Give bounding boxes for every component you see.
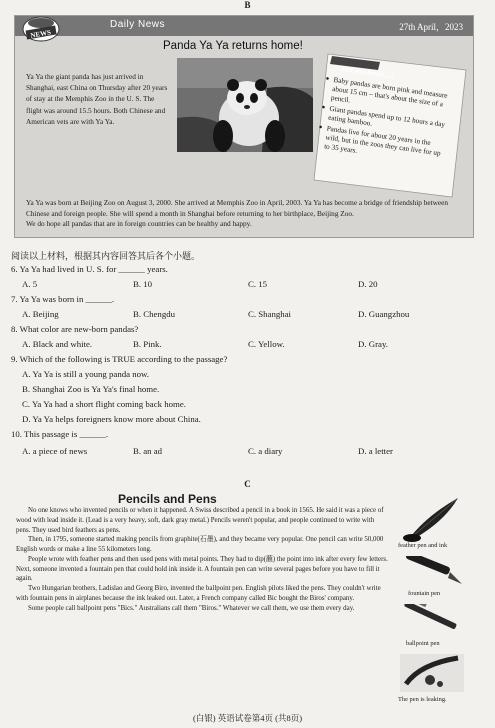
option-a[interactable]: A. a piece of news [22, 446, 88, 456]
feather-pen-icon [398, 496, 464, 544]
article-paragraph: No one knows who invented pencils or when it happened. A Swiss described a pencil in a book in 1565. He said it was a piece of wood with lead inside it. (Lead is a very heavy, soft, dark gray metal.) Pencils weren't popular, and people continued to write with pens. They used bird feathers as pens. [16, 507, 384, 534]
option-c[interactable]: C. a diary [248, 446, 283, 456]
option-d[interactable]: D. a letter [358, 446, 393, 456]
page-footer: (白银) 英语试卷第4页 (共8页) [192, 713, 303, 723]
fact-item: ● Giant pandas spend up to 12 hours a day eating bamboo. [320, 104, 449, 140]
article-paragraph: Two Hungarian brothers, Ladislao and Georg Biro, invented the ballpoint pen. English pilots liked the pens. They couldn't write with fountain pens in airplanes because the ink leaked out. Later, a French company called Bic bought the Biros' company. [16, 585, 381, 602]
section-b-label: B [244, 0, 251, 10]
option-b[interactable]: B. Shanghai Zoo is Ya Ya's final home. [22, 384, 160, 394]
news-bottom-text [26, 198, 466, 230]
fact-item: ● Pandas live for about 20 years in the wild, but in the zoos they can live for up to 35 years. [316, 123, 447, 168]
option-a[interactable]: A. Beijing [22, 309, 59, 319]
instruction: 阅读以上材料，根据其内容回答其后各个小题。 [11, 251, 201, 261]
option-a[interactable]: A. Black and white. [22, 339, 93, 349]
option-a[interactable]: A. Ya Ya is still a young panda now. [22, 369, 149, 379]
option-c[interactable]: C. Ya Ya had a short flight coming back home. [22, 399, 186, 409]
fact-item: ● Baby pandas are born pink and measure about 15 cm – that's about the size of a pencil. [322, 75, 453, 120]
option-a[interactable]: A. 5 [22, 279, 38, 289]
caption-leaking-pen: The pen is leaking. [398, 696, 447, 703]
news-logo [21, 14, 61, 44]
option-c[interactable]: C. 15 [248, 279, 268, 289]
question-8: 8. What color are new-born pandas? [11, 324, 139, 334]
option-d[interactable]: D. 20 [358, 279, 378, 289]
option-b[interactable]: B. an ad [133, 446, 163, 456]
news-headline: Panda Ya Ya returns home! [163, 40, 303, 52]
caption-feather-pen: feather pen and ink [398, 542, 448, 549]
option-d[interactable]: D. Ya Ya helps foreigners know more about China. [22, 414, 201, 424]
ballpoint-pen-icon [400, 604, 464, 636]
option-d[interactable]: D. Guangzhou [358, 309, 410, 319]
pen-illustrations [396, 490, 466, 713]
question-10: 10. This passage is ______. [11, 429, 109, 439]
article-title: Pencils and Pens [118, 492, 217, 506]
option-c[interactable]: C. Yellow. [248, 339, 285, 349]
fountain-pen-icon [400, 556, 464, 586]
did-you-know-title: Did you know…? [340, 63, 396, 81]
caption-ballpoint-pen: ballpoint pen [406, 640, 440, 647]
leaking-pen-icon [400, 654, 464, 692]
caption-fountain-pen: fountain pen [408, 590, 441, 597]
pencils-and-pens-article [8, 490, 463, 713]
paper-name: Daily News [110, 19, 166, 30]
svg-text:NEWS: NEWS [29, 28, 52, 40]
option-b[interactable]: B. Chengdu [133, 309, 176, 319]
option-d[interactable]: D. Gray. [358, 339, 388, 349]
question-9: 9. Which of the following is TRUE according to the passage? [11, 354, 228, 364]
article-paragraph: Some people call ballpoint pens "Bics." Australians call them "Biros." Whatever we call them, we use them every day. [28, 604, 355, 612]
article-paragraph: People wrote with feather pens and then used pens with metal points. They had to dip(蘸) the point into ink after every few letters. Next, someone invented a fountain pen that could hold ink inside it. A fountain pen can write several pages before you have to fill it again. [16, 555, 388, 583]
section-c-label: C [244, 479, 251, 489]
option-b[interactable]: B. Pink. [133, 339, 162, 349]
article-paragraph: Then, in 1795, someone started making pencils from graphite(石墨), and they became very popular. One pencil can write 50,000 English words or make a line 55 kilometers long. [16, 536, 384, 553]
news-bottom-paragraph: Ya Ya was born at Beijing Zoo on August 3, 2000. She arrived at Memphis Zoo in April, 2003. Ya Ya has become a bridge of friendship between Chinese and foreign people. She will spend a month in Shanghai before returning to her birthplace, Beijing Zoo. [26, 198, 449, 218]
article-body [16, 506, 388, 613]
did-you-know-note [310, 52, 470, 199]
option-b[interactable]: B. 10 [133, 279, 153, 289]
news-left-paragraph: Ya Ya the giant panda has just arrived in Shanghai, east China on Thursday after 20 years of stay at the Memphis Zoo in the U. S. The flight was around 15.5 hours. Both Chinese and American vets are with Ya Ya. [26, 72, 168, 126]
panda-photo [177, 58, 313, 152]
news-bottom-paragraph: We do hope all pandas that are in foreign countries can be healthy and happy. [26, 219, 252, 228]
question-6: 6. Ya Ya had lived in U. S. for ______ years. [11, 264, 168, 274]
question-7: 7. Ya Ya was born in ______. [11, 294, 115, 304]
paper-date: 27th April，2023 [399, 22, 463, 32]
newspaper-clipping [14, 15, 474, 238]
option-c[interactable]: C. Shanghai [248, 309, 292, 319]
